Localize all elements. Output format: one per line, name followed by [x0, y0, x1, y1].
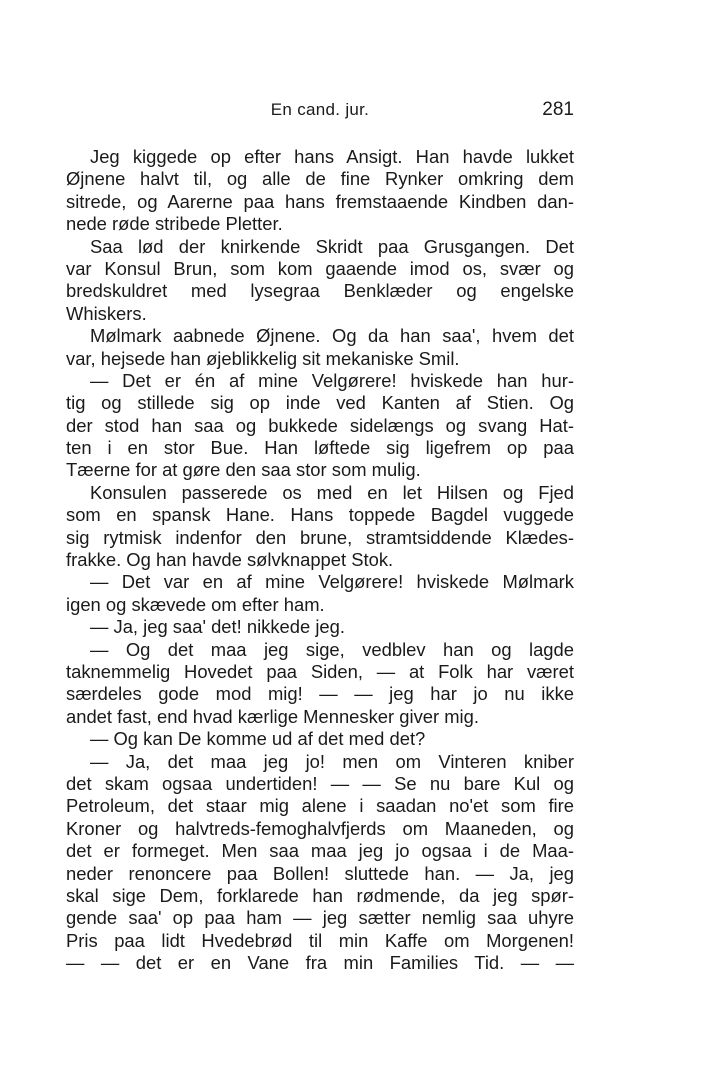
text-line: ten i en stor Bue. Han løftede sig ligefrem op paa: [66, 437, 574, 459]
text-line: bredskuldret med lysegraa Benklæder og engelske: [66, 280, 574, 302]
text-line: — Det er én af mine Velgørere! hviskede han hur-: [90, 369, 574, 391]
text-line: taknemmelig Hovedet paa Siden, — at Folk har været: [66, 660, 574, 682]
text-line: — Det var en af mine Velgørere! hviskede Mølmark: [90, 571, 574, 593]
text-line: det er formeget. Men saa maa jeg jo ogsaa i de Maa-: [66, 840, 574, 862]
text-line: Kroner og halvtreds-femoghalvfjerds om Maaneden, og: [66, 817, 574, 839]
text-line: nede røde stribede Pletter.: [66, 213, 283, 235]
body-text: [66, 146, 574, 974]
text-line: tig og stillede sig op inde ved Kanten af Stien. Og: [66, 392, 574, 414]
text-line: — Og kan De komme ud af det med det?: [90, 728, 426, 750]
text-line: som en spansk Hane. Hans toppede Bagdel vuggede: [66, 504, 574, 526]
text-line: — Ja, jeg saa' det! nikkede jeg.: [90, 616, 345, 638]
text-line: Petroleum, det staar mig alene i saadan no'et som fire: [66, 795, 574, 817]
text-line: det skam ogsaa undertiden! — — Se nu bare Kul og: [66, 772, 574, 794]
text-line: neder renoncere paa Bollen! sluttede han. — Ja, jeg: [66, 862, 574, 884]
text-line: Mølmark aabnede Øjnene. Og da han saa', hvem det: [90, 325, 574, 347]
text-line: Tæerne for at gøre den saa stor som mulig.: [66, 459, 421, 481]
text-line: frakke. Og han havde sølvknappet Stok.: [66, 549, 394, 571]
text-line: særdeles gode mod mig! — — jeg har jo nu ikke: [66, 683, 574, 705]
text-line: skal sige Dem, forklarede han rødmende, da jeg spør-: [66, 884, 574, 906]
text-line: der stod han saa og bukkede sidelængs og svang Hat-: [66, 414, 574, 436]
page-number: 281: [542, 99, 574, 120]
text-line: igen og skævede om efter ham.: [66, 593, 325, 615]
text-line: sitrede, og Aarerne paa hans fremstaaende Kindben dan-: [66, 190, 574, 212]
text-line: var, hejsede han øjeblikkelig sit mekaniske Smil.: [66, 347, 460, 369]
text-line: Pris paa lidt Hvedebrød til min Kaffe om Morgenen!: [66, 929, 574, 951]
text-line: Øjnene halvt til, og alle de fine Rynker omkring dem: [66, 168, 574, 190]
text-line: sig rytmisk indenfor den brune, stramtsiddende Klædes-: [66, 526, 574, 548]
text-line: var Konsul Brun, som kom gaaende imod os, svær og: [66, 257, 574, 279]
running-title: En cand. jur.: [270, 100, 370, 119]
text-line: — Og det maa jeg sige, vedblev han og lagde: [90, 638, 574, 660]
page-header: [66, 100, 574, 130]
text-line: Whiskers.: [66, 302, 147, 324]
text-line: — — det er en Vane fra min Families Tid. — —: [66, 952, 574, 974]
text-line: Konsulen passerede os med en let Hilsen og Fjed: [90, 481, 574, 503]
text-line: — Ja, det maa jeg jo! men om Vinteren kniber: [90, 750, 574, 772]
text-line: Saa lød der knirkende Skridt paa Grusgangen. Det: [90, 235, 574, 257]
text-line: andet fast, end hvad kærlige Mennesker giver mig.: [66, 705, 479, 727]
text-line: Jeg kiggede op efter hans Ansigt. Han havde lukket: [90, 146, 574, 167]
text-line: gende saa' op paa ham — jeg sætter nemlig saa uhyre: [66, 907, 574, 929]
